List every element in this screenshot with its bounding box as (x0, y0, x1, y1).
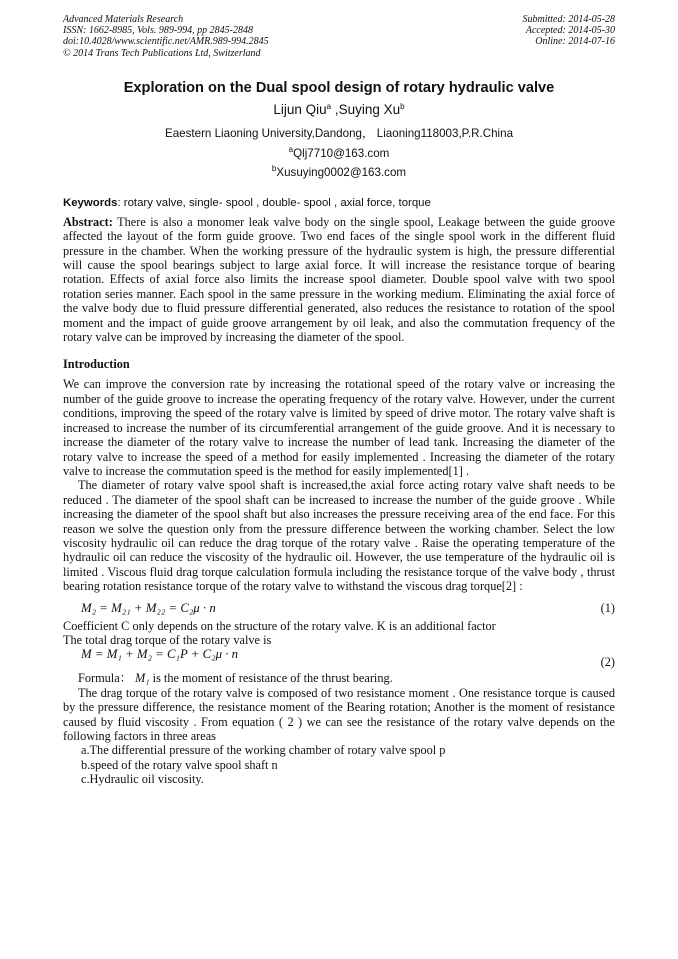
author-superscript: b (400, 101, 405, 111)
equation-formula: M = M₁ + M₂ = C₁P + C₂μ · n (81, 647, 238, 662)
paragraph: The diameter of rotary valve spool shaft is increased,the axial force acting rotary valve shaft needs to be reduced . The diameter of the spool shaft can be increased to increase the number of the guide groove . While increasing the diameter of the spool shaft but also increases the pressure receiving area of the end face. For this reason we solve the question only from the pressure difference between the working chamber. Select the low viscosity hydraulic oil can reduce the drag torque of the rotary valve . Raise the operating temperature of the hydraulic oil can reduce the viscosity of the hydraulic oil. However, the use temperature of the hydraulic oil is limited . Viscous fluid drag torque calculation formula including the resistance torque of the valve body , thrust bearing rotation resistance torque of the rotary valve to withstand the viscous drag torque[2] : (63, 478, 615, 594)
equation-number: (2) (600, 655, 615, 670)
email-line (63, 144, 615, 160)
paragraph: The drag torque of the rotary valve is composed of two resistance moment . One resistance torque is caused by the pressure difference, the resistance moment of the Bearing rotation; Another is the moment of resistance caused by fluid viscosity . From equation ( 2 ) we can see the resistance of the rotary valve depends on the following factors in three areas (63, 685, 615, 743)
list-item: b.speed of the rotary valve spool shaft n (81, 757, 278, 772)
accepted-date: Accepted: 2014-05-30 (525, 25, 615, 37)
email-superscript: b (271, 163, 277, 173)
formula-note (63, 671, 615, 685)
doi-line: doi:10.4028/www.scientific.net/AMR.989-994.2845 (63, 36, 269, 48)
factor-list (63, 743, 615, 786)
author-name: Lijun Qiu (273, 101, 327, 117)
author-list (63, 102, 615, 117)
equation-2 (63, 647, 615, 671)
formula-text: is the moment of resistance of the thrust bearing. (149, 671, 393, 686)
copyright-line: © 2014 Trans Tech Publications Ltd, Switzerland (63, 47, 261, 59)
dates-info (523, 14, 616, 59)
journal-name: Advanced Materials Research (63, 14, 184, 25)
email-address: Qlj7710@163.com (293, 146, 390, 160)
section-heading: Introduction (63, 357, 130, 372)
list-item: a.The differential pressure of the working chamber of rotary valve spool p (81, 743, 446, 758)
affiliation: Eaestern Liaoning University,Dandong， Liaoning118003,P.R.China (164, 126, 514, 140)
abstract-label: Abstract: (63, 214, 113, 229)
abstract-text: There is also a monomer leak valve body on the single spool, Leakage between the guide groove affected the layout of the form guide groove. Two end faces of the single spool work in the different fluid pressure in the chamber. When the working pressure of the hydraulic system is high, the pressure differential will cause the spool bearings subject to large axial force. It will increase the resistance torque of bearing rotation. Effects of axial force also limits the increase spool diameter. Double spool valve with two spool rotation series manner. Each spool in the same pressure in the working medium. Eliminating the axial force of the valve body due to fluid pressure differential generated, also reduces the resistance to rotation of the spool moment and the impact of guide groove arrangement by oil leak, and also the commutation frequency of the rotary valve can be improved by increasing the diameter of the spool. (63, 214, 615, 345)
author-superscript: a (326, 101, 332, 111)
paper-page (63, 14, 615, 787)
author-name: Suying Xu (338, 101, 401, 117)
list-item: c.Hydraulic oil viscosity. (81, 772, 204, 787)
equation-formula: M₂ = M₂₁ + M₂₂ = C₂μ · n (81, 600, 216, 615)
paper-title: Exploration on the Dual spool design of rotary hydraulic valve (123, 79, 555, 96)
formula-label: Formula： (78, 671, 132, 686)
submitted-date: Submitted: 2014-05-28 (522, 14, 615, 25)
keywords-label: Keywords (63, 196, 118, 209)
equation-1 (63, 599, 615, 619)
issn-line: ISSN: 1662-8985, Vols. 989-994, pp 2845-2848 (63, 25, 253, 37)
equation-number: (1) (600, 600, 615, 615)
paragraph: The total drag torque of the rotary valve is (63, 632, 272, 647)
journal-header (63, 14, 615, 59)
journal-info (63, 14, 269, 59)
paragraph: We can improve the conversion rate by increasing the rotational speed of the rotary valve or increasing the number of the guide groove to increase the operating frequency of the rotary valve. However, under the current conditions, improving the speed of the rotary valve is limited by speed of drive motor. The rotary valve shaft is increased to increase the number of its circumferential arrangement of the guide groove. And it is necessary to increase the diameter of the rotary valve to increase the number of lead tank. Increasing the diameter of the rotary valve to increase the speed of a method for easily implemented . Increasing the diameter of the rotary valve to increase the commutation speed is the method for easily implemented[1] . (63, 377, 615, 478)
formula-symbol: M₁ (135, 671, 150, 686)
keywords (63, 197, 615, 209)
email-line (63, 163, 615, 179)
keywords-text: : rotary valve, single- spool , double- spool , axial force, torque (117, 196, 431, 209)
abstract (63, 215, 615, 345)
paragraph: Coefficient C only depends on the structure of the rotary valve. K is an additional factor (63, 618, 496, 633)
email-superscript: a (288, 144, 294, 154)
online-date: Online: 2014-07-16 (535, 36, 615, 48)
author-separator: , (331, 101, 339, 117)
email-address: Xusuying0002@163.com (276, 165, 407, 179)
